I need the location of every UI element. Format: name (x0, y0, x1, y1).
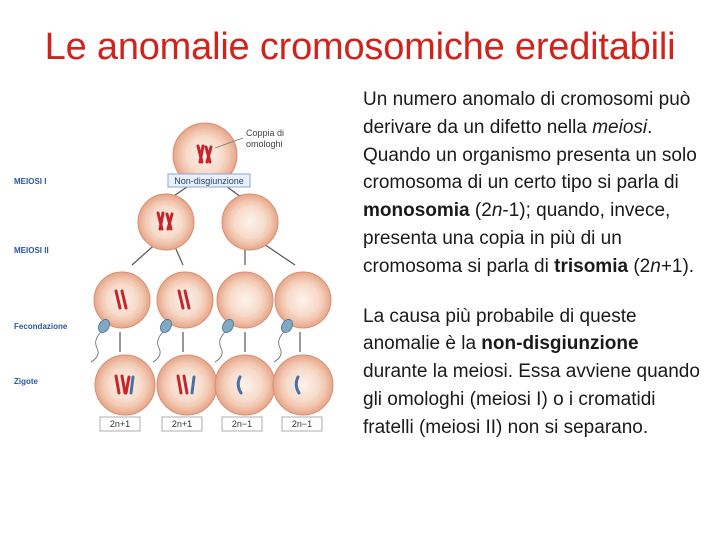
result-4: 2n−1 (291, 419, 313, 429)
result-3: 2n−1 (231, 419, 253, 429)
text-block (363, 86, 708, 442)
paragraph-2 (363, 303, 708, 442)
p1-text-f: +1). (660, 255, 695, 277)
result-boxes (100, 417, 322, 431)
p1-text-c: (2 (469, 200, 492, 222)
nondisjunction-label: Non-disgiunzione (174, 176, 244, 186)
term-trisomia: trisomia (554, 255, 629, 277)
label-fecondazione: Fecondazione (14, 322, 68, 331)
label-meiosi1: MEIOSI I (14, 177, 47, 186)
result-1: 2n+1 (109, 419, 131, 429)
meiosis2-cells (94, 272, 331, 328)
slide-title: Le anomalie cromosomiche ereditabili (44, 26, 676, 68)
symbol-n-1: n (491, 200, 503, 222)
p1-text-d: -1); quando, invece, presenta una copia in più di un cromosoma si parla di (363, 200, 671, 277)
nondisjunction-figure (0, 100, 345, 450)
label-meiosi2: MEIOSI II (14, 246, 49, 255)
meiosis1-cell-right (222, 194, 278, 250)
term-monosomia: monosomia (363, 200, 470, 222)
p1-text-a: Un numero anomalo di cromosomi può derivare da un difetto nella (363, 89, 691, 138)
callout-line1: Coppia di (246, 128, 285, 138)
paragraph-1 (363, 86, 708, 281)
p1-text-e: (2 (628, 255, 651, 277)
term-non-disgiunzione: non-disgiunzione (481, 333, 639, 355)
label-zigote: Zigote (14, 377, 38, 386)
meiosis1-cell-left (138, 194, 194, 250)
symbol-n-2: n (650, 255, 661, 277)
p1-text-b: . Quando un organismo presenta un solo cromosoma di un certo tipo si parla di (363, 116, 697, 194)
result-2: 2n+1 (171, 419, 193, 429)
p2-text-b: durante la meiosi. Essa avviene quando gli omologhi (meiosi I) o i cromatidi fratelli (meiosi II) non si separano. (363, 361, 700, 438)
term-meiosi: meiosi (592, 116, 648, 138)
callout-line2: omologhi (246, 139, 283, 149)
zygote-cells (95, 355, 333, 415)
p2-text-a: La causa più probabile di queste anomalie è la (363, 305, 637, 355)
